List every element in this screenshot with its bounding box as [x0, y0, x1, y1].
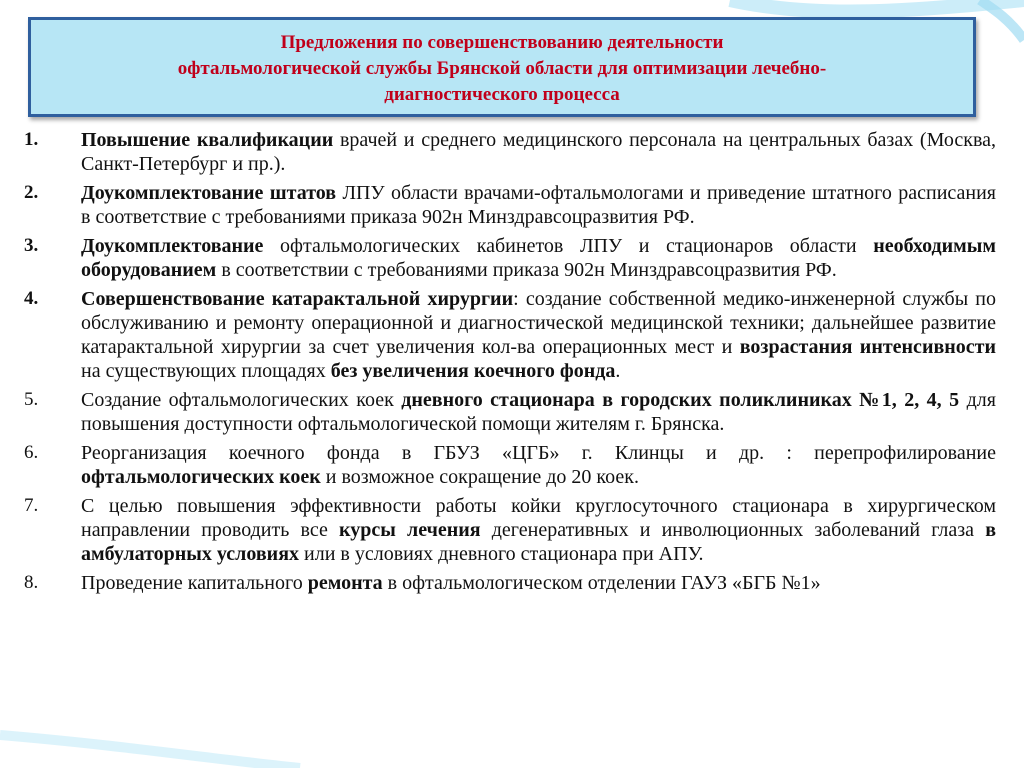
item-number: 6. [24, 442, 39, 463]
item-text-segment: Совершенствование катарактальной хирургии [81, 288, 514, 310]
item-text [81, 287, 996, 383]
item-text [81, 388, 996, 436]
item-text-segment: на существующих площадях [81, 360, 331, 382]
item-text [81, 441, 996, 489]
item-text-segment: в соответствии с требованиями приказа 902н Минздравсоцразвития РФ. [216, 259, 837, 281]
item-number: 5. [24, 389, 39, 410]
item-text-segment: без увеличения коечного фонда [330, 360, 616, 382]
title-line-1: Предложения по совершенствованию деятельности [280, 32, 724, 53]
list-item [24, 287, 996, 383]
item-text [81, 494, 996, 566]
item-text-segment: дневного стационара в городских поликлиниках №1, 2, 4, 5 [401, 389, 960, 411]
item-text-segment: Проведение капитального [81, 572, 308, 594]
list-item [24, 441, 996, 489]
item-text-segment: С целью повышения эффективности работы койки круглосуточного стационара в хирургическом направлении проводить все [81, 495, 996, 541]
list-item [24, 571, 996, 595]
item-text [81, 181, 996, 229]
item-text-segment: офтальмологических кабинетов ЛПУ и стационаров области [263, 235, 874, 257]
item-text-segment: : создание собственной медико-инженерной службы по обслуживанию и ремонту операционной и диагностической медицинской техники; дальнейшее развитие катарактальной хирургии за счет увеличения кол-ва операционных мест и [81, 288, 996, 358]
item-text-segment: Доукомплектование [81, 235, 264, 257]
list-item [24, 181, 996, 229]
title-line-3: диагностического процесса [384, 84, 620, 105]
item-text-segment: офтальмологических коек [81, 466, 321, 488]
item-text [81, 571, 996, 595]
item-text-segment: курсы лечения [338, 519, 481, 541]
item-text [81, 234, 996, 282]
item-text [81, 128, 996, 176]
item-text-segment: ремонта [307, 572, 383, 594]
item-text-segment: Реорганизация коечного фонда в ГБУЗ «ЦГБ» г. Клинцы и др. : перепрофилирование [81, 442, 996, 464]
item-text-segment: . [615, 360, 621, 382]
item-text-segment: возрастания интенсивности [739, 336, 997, 358]
item-number: 3. [24, 235, 39, 256]
item-text-segment: врачей и среднего медицинского персонала на центральных базах (Москва, Санкт-Петербург и пр.). [81, 129, 996, 175]
item-number: 2. [24, 182, 39, 203]
item-text-segment: необходимым оборудованием [81, 235, 996, 281]
item-text-segment: в амбулаторных условиях [81, 519, 996, 565]
item-text-segment: ЛПУ области врачами-офтальмологами и приведение штатного расписания в соответствие с требованиями приказа 902н Минздравсоцразвития РФ. [81, 182, 997, 228]
item-number: 8. [24, 572, 39, 593]
item-number: 4. [24, 288, 39, 309]
list-item [24, 388, 996, 436]
list-item [24, 234, 996, 282]
item-text-segment: для повышения доступности офтальмологической помощи жителям г. Брянска. [81, 389, 996, 435]
list-item [24, 128, 996, 176]
list-item [24, 494, 996, 566]
title-line-2: офтальмологической службы Брянской области для оптимизации лечебно- [177, 58, 827, 79]
item-text-segment: и возможное сокращение до 20 коек. [320, 466, 639, 488]
item-number: 1. [24, 129, 39, 150]
title-box [28, 17, 976, 117]
item-text-segment: Доукомплектование штатов [81, 182, 337, 204]
item-number: 7. [24, 495, 39, 516]
item-text-segment: Создание офтальмологических коек [81, 389, 402, 411]
item-text-segment: в офтальмологическом отделении ГАУЗ «БГБ №1» [382, 572, 821, 594]
item-text-segment: Повышение квалификации [81, 129, 334, 151]
proposal-list [24, 128, 996, 600]
item-text-segment: или в условиях дневного стационара при АПУ. [299, 543, 704, 565]
item-text-segment: дегенеративных и инволюционных заболеваний глаза [480, 519, 986, 541]
